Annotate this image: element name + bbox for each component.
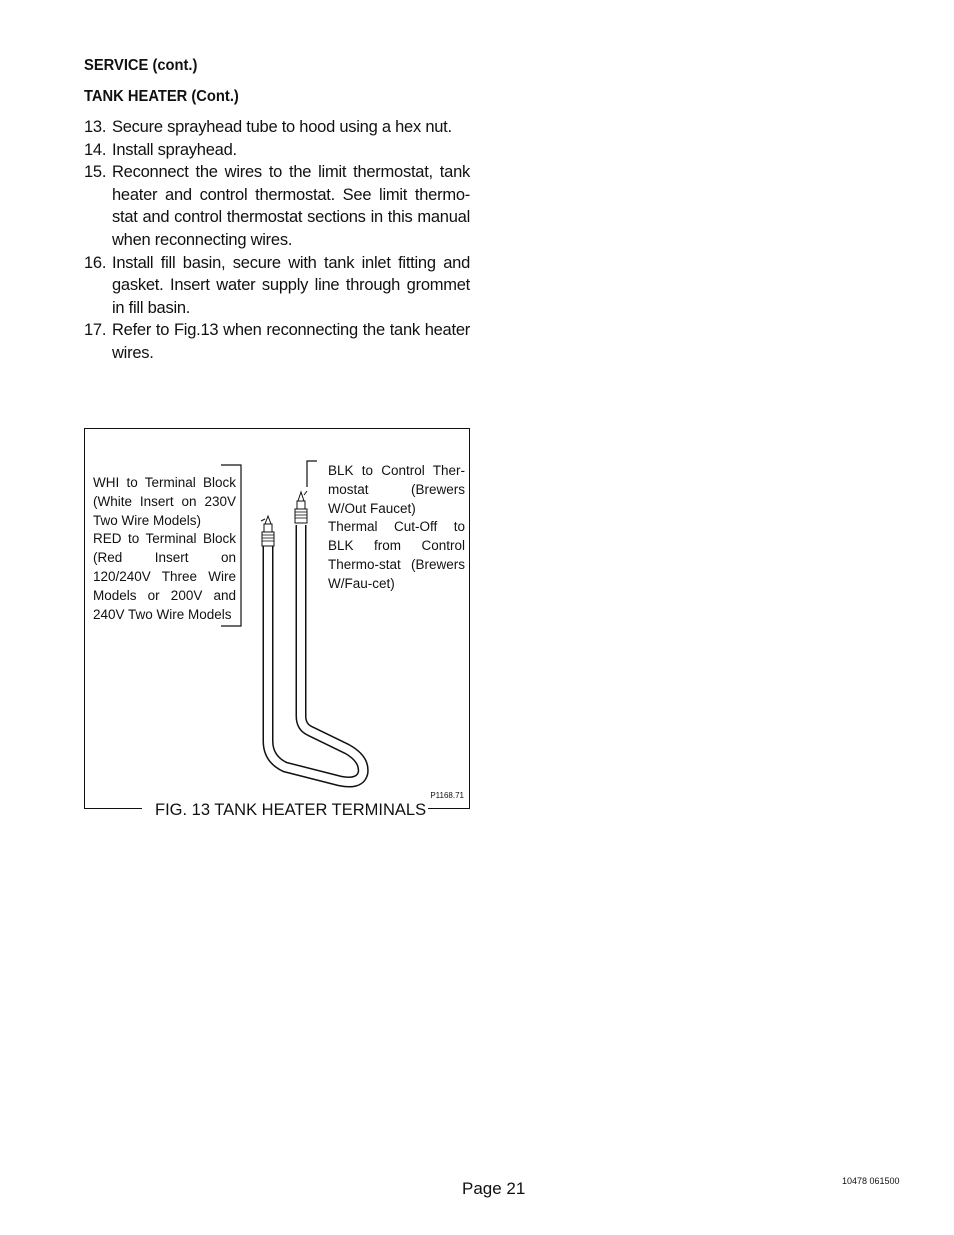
figure-tank-heater-terminals — [84, 428, 470, 819]
section-title: SERVICE (cont.) — [84, 57, 198, 74]
step-text: Install sprayhead. — [112, 140, 237, 159]
document-code: 10478 061500 — [842, 1176, 900, 1186]
step-item — [84, 139, 470, 162]
left-label-line-red: RED to Terminal Block (Red Insert on 120/240V Three Wire Models or 200V and 240V Two Wire Models — [93, 531, 236, 622]
step-number: 16. — [84, 253, 107, 272]
subsection-title: TANK HEATER (Cont.) — [84, 88, 239, 105]
step-number: 15. — [84, 163, 107, 182]
figure-bottom-border-right — [425, 808, 470, 809]
page-number: Page 21 — [462, 1179, 526, 1198]
step-text: Install fill basin, secure with tank inlet fitting and gasket. Insert water supply line through grommet in fill basin. — [112, 253, 470, 317]
step-number: 17. — [84, 321, 107, 340]
figure-bottom-border-left — [84, 808, 142, 809]
step-number: 13. — [84, 118, 107, 136]
right-label-line-thermal: Thermal Cut-Off to BLK from Control Thermo-stat (Brewers W/Fau-cet) — [328, 519, 465, 591]
figure-caption: FIG. 13 TANK HEATER TERMINALS — [155, 801, 427, 819]
right-label-line-blk: BLK to Control Ther-mostat (Brewers W/Out Faucet) — [328, 463, 465, 516]
step-item — [84, 116, 470, 139]
step-item — [84, 252, 470, 320]
instruction-steps — [84, 116, 470, 365]
step-item — [84, 319, 470, 364]
right-terminal-label — [328, 462, 465, 594]
right-terminal-fitting — [295, 491, 307, 523]
step-text: Refer to Fig.13 when reconnecting the tank heater wires. — [112, 321, 470, 362]
step-item — [84, 161, 470, 251]
step-number: 14. — [84, 140, 107, 159]
left-terminal-fitting — [261, 516, 274, 546]
figure-ref-code: P1168.71 — [430, 791, 464, 800]
step-text: Secure sprayhead tube to hood using a hex nut. — [112, 118, 452, 136]
step-text: Reconnect the wires to the limit thermostat, tank heater and control thermostat. See limit thermo-stat and control thermostat sections in this manual when reconnecting wires. — [112, 163, 470, 249]
left-label-line-white: WHI to Terminal Block (White Insert on 230V Two Wire Models) — [93, 475, 236, 528]
right-label-bracket — [307, 461, 317, 487]
left-terminal-label — [93, 474, 236, 624]
